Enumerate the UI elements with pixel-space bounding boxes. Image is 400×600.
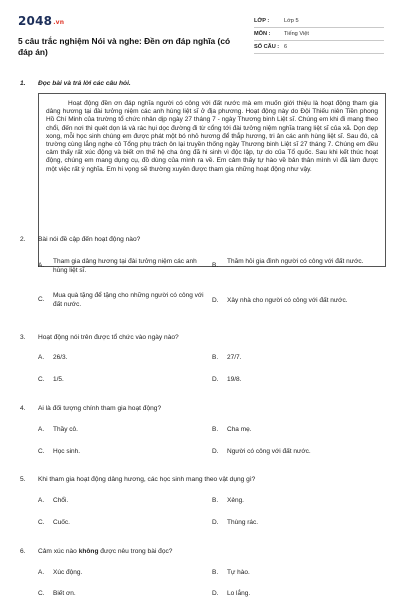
meta-row-count — [254, 41, 384, 54]
meta-value: 6 — [284, 44, 288, 50]
option-text: Biết ơn. — [53, 590, 76, 597]
option-text: 19/8. — [227, 376, 242, 383]
page-header — [18, 10, 384, 58]
option-text: Xúc động. — [53, 569, 83, 576]
option-label: B. — [212, 569, 219, 576]
question-number: 1. — [20, 80, 26, 87]
option-label: B. — [212, 426, 219, 433]
meta-row-class — [254, 15, 384, 28]
option-text: Tham gia dâng hương tại đài tưởng niệm các anh hùng liệt sĩ. — [53, 258, 197, 274]
option-label: C. — [38, 519, 45, 526]
meta-table — [254, 15, 384, 54]
option-label: B. — [212, 497, 219, 504]
question-number: 5. — [20, 476, 26, 483]
meta-key: MÔN : — [254, 31, 271, 37]
document-title: 5 câu trắc nghiệm Nói và nghe: Đền ơn đáp nghĩa (có đáp án) — [18, 36, 231, 57]
meta-value: Tiếng Việt — [284, 31, 309, 37]
question-2 — [20, 236, 140, 243]
option-label: D. — [212, 376, 219, 383]
option-label: A. — [38, 262, 45, 269]
question-text: Cảm xúc nào — [38, 548, 79, 555]
question-text: Ai là đối tượng chính tham gia hoạt động? — [38, 405, 162, 412]
option-text: Tự hào. — [227, 569, 250, 576]
option-text: 26/3. — [53, 354, 68, 361]
option-label: D. — [212, 590, 219, 597]
question-number: 2. — [20, 236, 26, 243]
option-label: A. — [38, 569, 45, 576]
option-label: C. — [38, 376, 45, 383]
question-number: 4. — [20, 405, 26, 412]
question-1 — [20, 80, 131, 87]
meta-key: SỐ CÂU : — [254, 44, 280, 50]
site-logo[interactable] — [18, 14, 64, 28]
option-text: Chổi. — [53, 497, 69, 504]
question-text: Đọc bài và trả lời các câu hỏi. — [38, 80, 131, 87]
question-text: Bài nói đề cập đến hoạt động nào? — [38, 236, 141, 243]
question-number: 6. — [20, 548, 26, 555]
question-text: được nêu trong bài đọc? — [98, 548, 173, 555]
option-text: Cha mẹ. — [227, 426, 252, 433]
option-text: Người có công với đất nước. — [227, 448, 311, 455]
logo-suffix: .vn — [53, 19, 65, 26]
option-label: D. — [212, 297, 219, 304]
option-text: Học sinh. — [53, 448, 81, 455]
meta-row-subject — [254, 28, 384, 41]
option-label: D. — [212, 448, 219, 455]
question-6 — [20, 548, 172, 555]
passage-text: Hoạt động đền ơn đáp nghĩa người có công với đất nước mà em muốn giới thiệu là hoạt động tham gia dâng hương tại đài tưởng niệm các anh hùng liệt sĩ ở địa phương. Hoạt động này do Đội Thiếu niên Tiền phong Hồ Chí Minh của trường tổ chức nhân dịp ngày 27 tháng 7 - ngày Thương binh Liệt sĩ. Chúng em khi đi mang theo chổi, đến nơi thì quét dọn lá và rác hụi dọc đường đi từ cổng tới đài tưởng niệm nghĩa trang liệt sĩ của xã. Dọn dẹp xong, mỗi học sinh chúng em được phát một bó nhỏ hương để thắp hương, tri ân các anh hùng liệt sĩ. Sau đó, cả trường cùng lắng nghe cô Tổng phụ trách ôn lại truyền thống ngày Thương binh Liệt sĩ 27 tháng 7. Chúng em đều cảm thấy rất xúc động và biết ơn thế hệ cha ông đã hi sinh vì độc lập, tự do của Tổ quốc. Sau khi kết thúc hoạt động, chúng em mang dụng cụ, đồ dùng của mình ra về. Em cảm thấy tự hào về bản thân mình vì đã làm được một việc rất ý nghĩa. Em hi vọng sẽ thường xuyên được tham gia những hoạt động như vậy. — [46, 100, 378, 173]
option-label: D. — [212, 519, 219, 526]
meta-key: LỚP : — [254, 18, 270, 24]
option-label: A. — [38, 426, 45, 433]
option-text: Thùng rác. — [227, 519, 259, 526]
logo-text: 2048 — [18, 14, 53, 28]
option-label: A. — [38, 497, 45, 504]
option-label: C. — [38, 590, 45, 597]
option-label: A. — [38, 354, 45, 361]
option-text: 27/7. — [227, 354, 242, 361]
option-text: Lo lắng. — [227, 590, 251, 597]
option-text: 1/5. — [53, 376, 64, 383]
option-text: Xây nhà cho người có công với đất nước. — [227, 297, 348, 304]
option-text: Xẻng. — [227, 497, 244, 504]
option-text: Thầy cô. — [53, 426, 78, 433]
question-3 — [20, 334, 179, 341]
question-number: 3. — [20, 334, 26, 341]
option-label: B. — [212, 262, 219, 269]
question-text-emphasis: không — [78, 548, 99, 555]
option-text: Cuốc. — [53, 519, 70, 526]
option-label: B. — [212, 354, 219, 361]
meta-value: Lớp 5 — [284, 18, 299, 24]
question-text: Hoạt động nói trên được tổ chức vào ngày nào? — [38, 334, 179, 341]
option-text: Mua quà tặng để tặng cho những người có công với đất nước. — [53, 292, 204, 308]
question-text: Khi tham gia hoạt động dâng hương, các học sinh mang theo vật dụng gì? — [38, 476, 256, 483]
question-5 — [20, 476, 255, 483]
option-text: Thăm hỏi gia đình người có công với đất nước. — [227, 258, 364, 265]
option-label: C. — [38, 448, 45, 455]
option-label: C. — [38, 296, 45, 303]
question-4 — [20, 405, 161, 412]
